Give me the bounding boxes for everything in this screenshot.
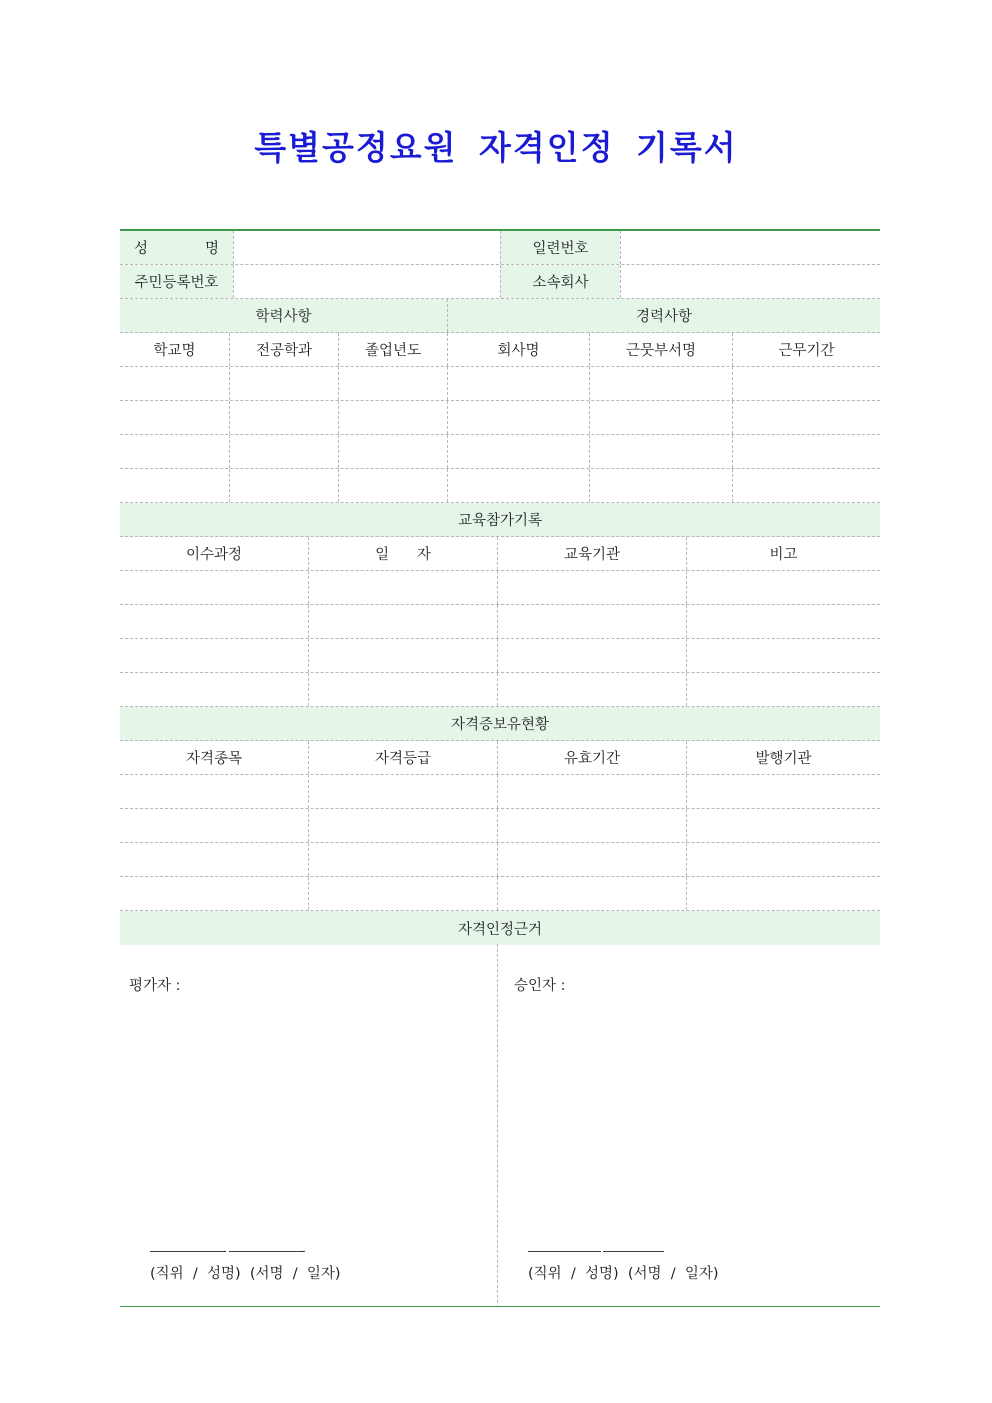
edu-career-row <box>120 435 880 469</box>
table-cell[interactable] <box>338 401 447 434</box>
edu-career-row <box>120 367 880 401</box>
table-cell[interactable] <box>120 809 308 842</box>
table-cell[interactable] <box>686 843 880 876</box>
approver-block[interactable] <box>497 944 880 1308</box>
col-remarks: 비고 <box>686 537 880 570</box>
serial-field[interactable] <box>620 231 880 264</box>
edu-career-columns-row <box>120 333 880 367</box>
table-cell[interactable] <box>338 367 447 400</box>
col-cert-type: 자격종목 <box>185 751 243 767</box>
training-section-header: 교육참가기록 <box>457 513 543 529</box>
col-work-period: 근무기간 <box>732 333 880 366</box>
training-row <box>120 605 880 639</box>
certificates-columns-row <box>120 741 880 775</box>
certificates-section-header: 자격증보유현황 <box>450 717 550 733</box>
table-cell[interactable] <box>497 775 686 808</box>
table-cell[interactable] <box>120 571 308 604</box>
table-cell[interactable] <box>308 605 497 638</box>
certificate-row <box>120 775 880 809</box>
table-cell[interactable] <box>589 469 732 502</box>
company-field[interactable] <box>620 265 880 298</box>
table-cell[interactable] <box>229 367 338 400</box>
edu-career-row <box>120 469 880 503</box>
table-cell[interactable] <box>686 605 880 638</box>
table-cell[interactable] <box>120 435 229 468</box>
table-cell[interactable] <box>120 367 229 400</box>
table-cell[interactable] <box>120 775 308 808</box>
training-row <box>120 673 880 707</box>
evaluator-label: 평가자 : <box>129 978 181 994</box>
table-cell[interactable] <box>686 775 880 808</box>
approver-label: 승인자 : <box>514 978 566 994</box>
col-major: 전공학과 <box>229 333 338 366</box>
serial-label: 일련번호 <box>500 231 620 264</box>
table-cell[interactable] <box>497 639 686 672</box>
table-cell[interactable] <box>497 605 686 638</box>
table-cell[interactable] <box>447 367 589 400</box>
edu-career-header-row <box>120 299 880 333</box>
table-cell[interactable] <box>120 469 229 502</box>
table-cell[interactable] <box>308 775 497 808</box>
table-cell[interactable] <box>686 571 880 604</box>
table-cell[interactable] <box>308 843 497 876</box>
approver-signature-line: ―――――― ――――― <box>528 1244 664 1259</box>
table-cell[interactable] <box>497 809 686 842</box>
table-cell[interactable] <box>308 571 497 604</box>
table-cell[interactable] <box>589 401 732 434</box>
basis-header-row <box>120 911 880 945</box>
table-cell[interactable] <box>497 877 686 910</box>
col-institution: 교육기관 <box>497 537 686 570</box>
resident-number-field[interactable] <box>233 265 500 298</box>
table-cell[interactable] <box>120 877 308 910</box>
career-section-header: 경력사항 <box>447 299 880 332</box>
table-cell[interactable] <box>732 469 880 502</box>
table-cell[interactable] <box>120 401 229 434</box>
qualification-form <box>120 229 880 1307</box>
training-columns-row <box>120 537 880 571</box>
approver-caption: (직위 / 성명) (서명 / 일자) <box>528 1266 719 1282</box>
certificate-row <box>120 843 880 877</box>
training-header-row <box>120 503 880 537</box>
form-row-resident <box>120 265 880 299</box>
table-cell[interactable] <box>732 435 880 468</box>
basis-section-header: 자격인정근거 <box>457 921 543 938</box>
name-label-part-1: 성 <box>134 241 149 257</box>
name-field[interactable] <box>233 231 500 264</box>
training-row <box>120 639 880 673</box>
evaluator-block[interactable] <box>120 944 497 1308</box>
table-cell[interactable] <box>229 469 338 502</box>
table-cell[interactable] <box>229 401 338 434</box>
table-cell[interactable] <box>497 673 686 706</box>
col-graduation-year: 졸업년도 <box>338 333 447 366</box>
certificates-header-row <box>120 707 880 741</box>
table-cell[interactable] <box>497 843 686 876</box>
col-school-name: 학교명 <box>153 343 196 359</box>
col-course: 이수과정 <box>185 547 243 563</box>
table-cell[interactable] <box>120 605 308 638</box>
table-cell[interactable] <box>447 401 589 434</box>
certificate-row <box>120 809 880 843</box>
table-cell[interactable] <box>497 571 686 604</box>
table-cell[interactable] <box>732 401 880 434</box>
evaluator-caption: (직위 / 성명) (서명 / 일자) <box>150 1266 341 1282</box>
table-cell[interactable] <box>338 469 447 502</box>
table-cell[interactable] <box>308 809 497 842</box>
table-cell[interactable] <box>447 469 589 502</box>
table-cell[interactable] <box>732 367 880 400</box>
table-cell[interactable] <box>589 367 732 400</box>
table-cell[interactable] <box>338 435 447 468</box>
table-cell[interactable] <box>686 809 880 842</box>
training-row <box>120 571 880 605</box>
table-cell[interactable] <box>308 877 497 910</box>
form-row-name <box>120 231 880 265</box>
col-validity: 유효기간 <box>497 741 686 774</box>
evaluator-signature-line: ――――――- ――――――- <box>150 1244 305 1259</box>
table-cell[interactable] <box>686 673 880 706</box>
table-cell[interactable] <box>589 435 732 468</box>
edu-career-row <box>120 401 880 435</box>
education-section-header: 학력사항 <box>255 309 312 325</box>
table-cell[interactable] <box>686 877 880 910</box>
col-company-name: 회사명 <box>447 333 589 366</box>
company-label: 소속회사 <box>500 265 620 298</box>
table-cell[interactable] <box>120 673 308 706</box>
col-issuer: 발행기관 <box>686 741 880 774</box>
col-department: 근뭇부서명 <box>589 333 732 366</box>
table-cell[interactable] <box>229 435 338 468</box>
table-cell[interactable] <box>120 639 308 672</box>
col-date: 일 자 <box>308 537 497 570</box>
name-label <box>120 231 233 264</box>
resident-number-label: 주민등록번호 <box>120 265 233 298</box>
col-cert-grade: 자격등급 <box>308 741 497 774</box>
table-cell[interactable] <box>120 843 308 876</box>
table-cell[interactable] <box>308 673 497 706</box>
table-cell[interactable] <box>308 639 497 672</box>
name-label-part-2: 명 <box>204 241 219 257</box>
table-cell[interactable] <box>447 435 589 468</box>
signature-area <box>120 944 880 1308</box>
page-title: 특별공정요원 자격인정 기록서 <box>254 128 738 167</box>
table-cell[interactable] <box>686 639 880 672</box>
certificate-row <box>120 877 880 911</box>
